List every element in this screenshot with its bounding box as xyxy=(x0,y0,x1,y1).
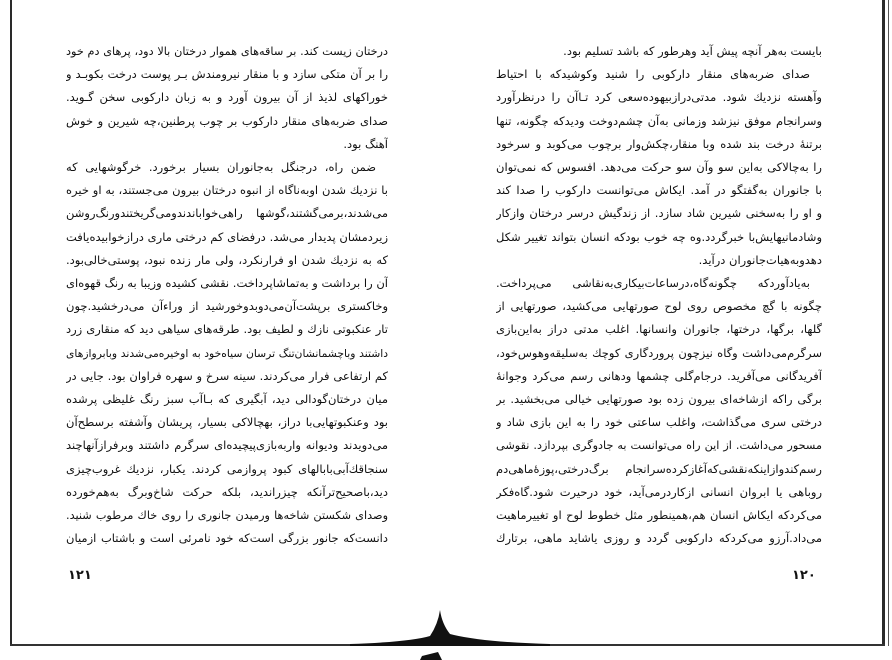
text-line: را به‌چالاکی به‌این سو وآن سو حرکت می‌دهد. افسوس که نمی‌توان xyxy=(496,160,822,175)
left-page-edge xyxy=(10,0,12,646)
right-page-text xyxy=(496,40,822,550)
binding-shadow xyxy=(350,600,550,660)
text-line: را بر آن متکی سازد و با منقار نیرومندش بـر پوست درخت بکوبـد و xyxy=(66,67,388,82)
text-line: می‌دویدند ودیوانه واربه‌بازی‌پیچیده‌ای سرگرم داشتند وبرفرازآنهاچند xyxy=(66,438,388,453)
page-number-left: ۱۲۱ xyxy=(68,568,92,583)
right-page-edge xyxy=(882,0,885,646)
text-line: روباهی یا ابروان انسانی ازکاردرمی‌آید، خود درحیرت شود.گاه‌فکر xyxy=(496,484,822,499)
text-line: چگونه با گچ مخصوص روی لوح صورتهایی می‌کشید، صورتهایی از xyxy=(496,299,822,314)
text-line: وآهسته نزدیك شود. مدتی‌درازبیهوده‌سعی کرد تـاآن را درنظرآورد xyxy=(496,90,822,105)
text-line: وصدای شکستن شاخه‌ها ورمیدن جانوری را روی خاك مرطوب شنید. xyxy=(66,509,388,523)
text-line: خوراکهای لذیذ از آن بیرون آورد و به زبان دارکوبی سخن گـوید. xyxy=(66,90,388,105)
text-line: آهنگ بود. xyxy=(343,136,388,151)
text-line: بود وعنکبوتهایی‌با دراز، بهچالاکی بسیار، پریشان وآشفته برسطح‌آن xyxy=(66,415,388,430)
text-line: گلها، برگها، درختها، جانوران وانسانها. اغلب مدتی دراز به‌این‌بازی xyxy=(496,322,822,337)
text-line: زیر‌دمشان پدیدار می‌شد. درفضای کم درختی ماری درازخوابیده‌یافت xyxy=(66,229,388,244)
text-line: دهدوبه‌هیات‌جانوران درآید. xyxy=(698,252,822,267)
text-line: داشتند وباچشمانشان‌تنگ ترسان سیاه‌خود به اوخیره‌می‌شدند وبابرو‌ازهای xyxy=(66,346,388,360)
text-line: درختان زیست کند. بر ساقه‌های هموار درختان بالا دود، پرهای دم خود xyxy=(66,45,388,58)
text-line: می‌داد.آرزو می‌کردکه دارکوبی گردد و روزی یاشاید ماهی، برتارك xyxy=(496,531,822,546)
text-line: صدای ضربه‌های منقار دارکوبی را شنید وکوشیدکه با احتیاط xyxy=(496,67,810,82)
text-line: می‌کردکه ایکاش انسان هم،همینطور مثل خطوط لوح او تغییرماهیت xyxy=(496,508,822,523)
text-line: می‌شدند،برمی‌گشتند،گوشها راهی‌خواباندندومی‌گریختندورنگ‌روشن xyxy=(66,206,388,221)
text-line: مسحور می‌داشت. از این راه می‌توانست به جادوگری بپردازد. نقوشی xyxy=(496,439,822,453)
page-number-right: ۱۲۰ xyxy=(792,568,816,583)
text-line: درختی سری می‌گذاشت، واغلب ساعتی خود را به این بازی شاد و xyxy=(496,415,822,430)
text-line: وسرانجام موفق نیزشد وزمانی به‌آن چشم‌دوخت وديدکه چگونه، تنها xyxy=(496,113,822,128)
text-line: و او را به‌سخنی شیرین شاد سازد. از زندگیش درسر درختان وازکار xyxy=(496,206,822,221)
text-line: که به نزدیك شدن او فرارنکرد، ولی مار زنده نبود، پوستی‌خالی‌بود. xyxy=(66,252,388,267)
text-line: دید،باصحیح‌ترآنکه چیزراندید، بلکه حرکت شاخ‌وبرگ به‌هم‌خورده xyxy=(66,484,388,499)
text-line: دانست‌که جانور بزرگی است‌که خود نامرئی است و باشتاب ازمیان xyxy=(66,531,388,546)
text-line: سنجاقك‌آبی‌بابالهای کبود پروازمی کردند. یکبار، نزدیك غروب‌چیزی xyxy=(66,461,388,476)
text-line: صدای ضربه‌های منقار دارکوب بر چوب پرطنین،چه شیرین و خوش xyxy=(66,113,388,128)
text-line: وشادمانیهایش‌با خبر‌گردد.وه چه خوب بودکه انسان بتواند تغییر شکل xyxy=(496,229,822,244)
text-line: ضمن راه، درجنگل به‌جانوران بسیار برخورد. خرگوشهایی که xyxy=(66,160,376,175)
text-line: کم ارتفاعی فرار می‌کردند. سینه سرخ و سهره فراوان بود. جایی در xyxy=(66,368,388,383)
text-line: آن را برداشت و به‌تماشاپرداخت. نقشی کشیده وزیبا به رنگ قهوه‌ای xyxy=(66,276,388,291)
text-line: سرگرم‌می‌داشت وگاه نیزچون پروردگاری کوچك به‌سلیقه‌وهوس‌خود، xyxy=(496,345,822,360)
text-line: با جانوران به‌گفتگو در آمد. ایکاش می‌توانست دارکوب را صدا کند xyxy=(496,183,822,198)
right-page-edge-inner xyxy=(888,0,889,646)
text-line: آفریدگانی می‌آفرید. درجام‌گلی چشمها ودهانی رسم می‌کرد وجوانهٔ xyxy=(496,368,822,383)
text-line: برتنهٔ درخت بند شده وبا منقار،چکش‌وار برچوب می‌کوبد و سرخود xyxy=(496,136,822,151)
text-line: بایست به‌هر آنچه پیش آید وهرطور که باشد تسلیم بود. xyxy=(563,44,822,58)
text-line: به‌یادآوردکه چگونه‌گاه،درساعات‌بیکاری‌به‌نقاشی می‌پرداخت. xyxy=(496,276,810,291)
text-line: برگی راکه ازشاخه‌ای بیرون زده بود صورتهایی خیالی می‌بخشید. بر xyxy=(496,392,822,407)
text-line: با نزدیك شدن اوبه‌ناگاه از انبوه درختان بیرون می‌جستند، به او خیره xyxy=(66,183,388,198)
text-line: تار عنکبوتی نازك و لطیف بود. طرقه‌های سیاهی دید که منقاری زرد xyxy=(66,322,388,337)
text-line: میان درختان‌گودالی دید، آبگیری که بـاآب سبز رنگ غلیظی پرشده xyxy=(66,392,388,407)
text-line: وخاکستری برپشت‌آن‌می‌دوبدوخورشید از وراءآن می‌درخشید.چون xyxy=(66,299,388,314)
text-line: رسم‌کندوازاینکه‌نقشی‌که‌آغازکرده‌سرانجام برگ‌درختی،پوزهٔ‌ماهی‌دم xyxy=(496,461,822,476)
left-page-text xyxy=(66,40,388,550)
